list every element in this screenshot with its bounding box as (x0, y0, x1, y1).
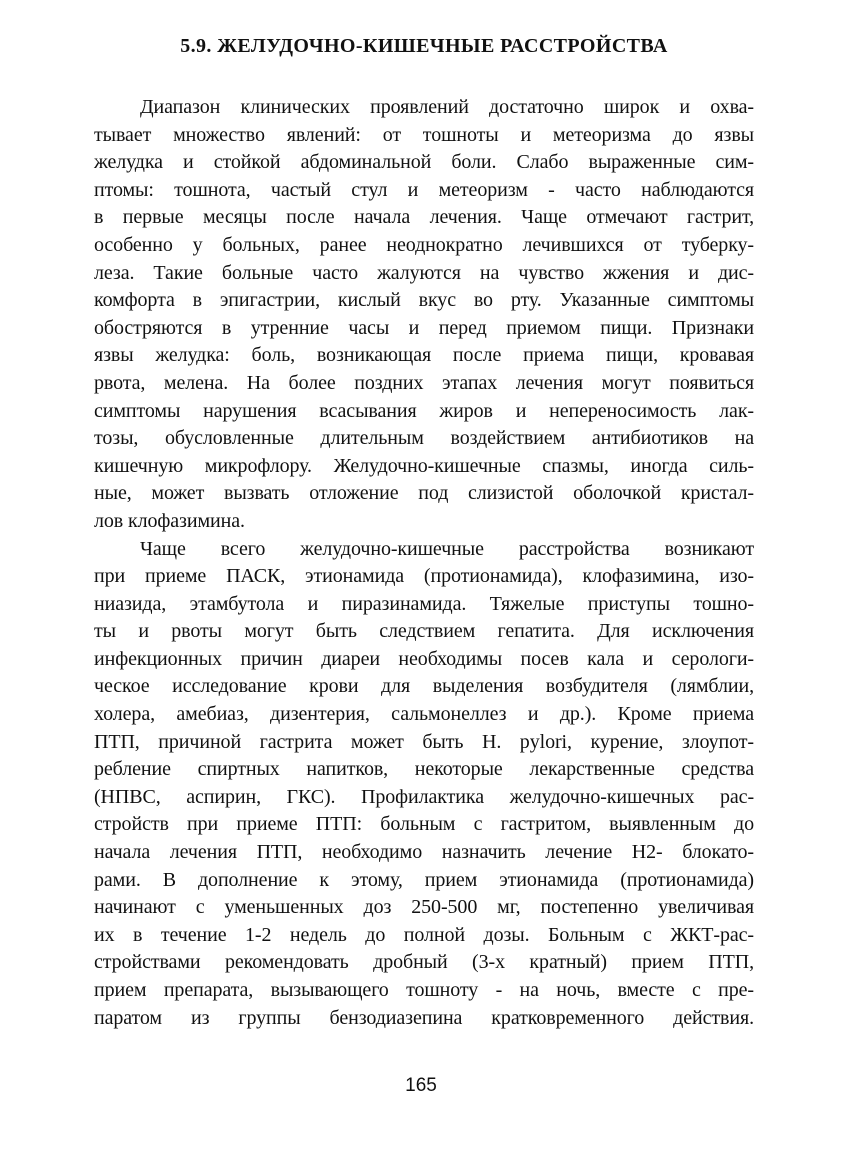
text-line: язвы желудка: боль, возникающая после приема пищи, кровавая (94, 344, 754, 367)
text-line: в первые месяцы после начала лечения. Чаще отмечают гастрит, (94, 206, 754, 229)
text-line: при приеме ПАСК, этионамида (протионамида), клофазимина, изо- (94, 565, 754, 588)
text-line: ческое исследование крови для выделения возбудителя (лямблии, (94, 675, 754, 698)
text-line: стройствами рекомендовать дробный (3-х кратный) прием ПТП, (94, 951, 754, 974)
text-line: ные, может вызвать отложение под слизистой оболочкой кристал- (94, 482, 754, 505)
text-line: лов клофазимина. (94, 509, 245, 532)
page-number: 165 (405, 1075, 437, 1096)
paragraph-2 (94, 536, 754, 1033)
text-line: паратом из группы бензодиазепина кратковременного действия. (94, 1006, 754, 1029)
text-line: комфорта в эпигастрии, кислый вкус во рту. Указанные симптомы (94, 289, 754, 312)
text-line: тозы, обусловленные длительным воздействием антибиотиков на (94, 427, 754, 450)
text-line: холера, амебиаз, дизентерия, сальмонеллез и др.). Кроме приема (94, 703, 754, 726)
paragraph-1 (94, 94, 754, 536)
body-text (94, 94, 754, 1032)
text-line: инфекционных причин диареи необходимы посев кала и серологи- (94, 647, 754, 670)
text-line: Чаще всего желудочно-кишечные расстройства возникают (140, 537, 754, 560)
section-title: 5.9. ЖЕЛУДОЧНО-КИШЕЧНЫЕ РАССТРОЙСТВА (180, 35, 668, 57)
text-line: тывает множество явлений: от тошноты и метеоризма до язвы (94, 123, 754, 146)
text-line: ты и рвоты могут быть следствием гепатита. Для исключения (94, 620, 754, 643)
text-line: симптомы нарушения всасывания жиров и непереносимость лак- (94, 399, 754, 422)
text-line: начинают с уменьшенных доз 250-500 мг, постепенно увеличивая (94, 896, 754, 919)
text-line: их в течение 1-2 недель до полной дозы. Больным с ЖКТ-рас- (94, 923, 754, 946)
text-line: ребление спиртных напитков, некоторые лекарственные средства (94, 758, 754, 781)
text-line: прием препарата, вызывающего тошноту - на ночь, вместе с пре- (94, 979, 754, 1001)
text-line: желудка и стойкой абдоминальной боли. Слабо выраженные сим- (94, 151, 754, 174)
text-line: начала лечения ПТП, необходимо назначить лечение H2- блокато- (94, 841, 754, 864)
text-line: ниазида, этамбутола и пиразинамида. Тяжелые приступы тошно- (94, 592, 754, 615)
text-line: обостряются в утренние часы и перед приемом пищи. Признаки (94, 316, 754, 339)
text-line: особенно у больных, ранее неоднократно лечившихся от туберку- (94, 233, 754, 256)
text-line: ПТП, причиной гастрита может быть H. pylori, курение, злоупот- (94, 730, 754, 753)
text-line: птомы: тошнота, частый стул и метеоризм - часто наблюдаются (94, 178, 754, 201)
text-line: кишечную микрофлору. Желудочно-кишечные спазмы, иногда силь- (94, 454, 754, 477)
text-line: (НПВС, аспирин, ГКС). Профилактика желудочно-кишечных рас- (94, 785, 754, 808)
text-line: Диапазон клинических проявлений достаточно широк и охва- (140, 96, 754, 118)
text-line: рами. В дополнение к этому, прием этионамида (протионамида) (94, 868, 754, 891)
text-line: леза. Такие больные часто жалуются на чувство жжения и дис- (94, 261, 754, 284)
text-line: стройств при приеме ПТП: больным с гастритом, выявленным до (94, 813, 754, 836)
text-line: рвота, мелена. На более поздних этапах лечения могут появиться (94, 371, 754, 394)
